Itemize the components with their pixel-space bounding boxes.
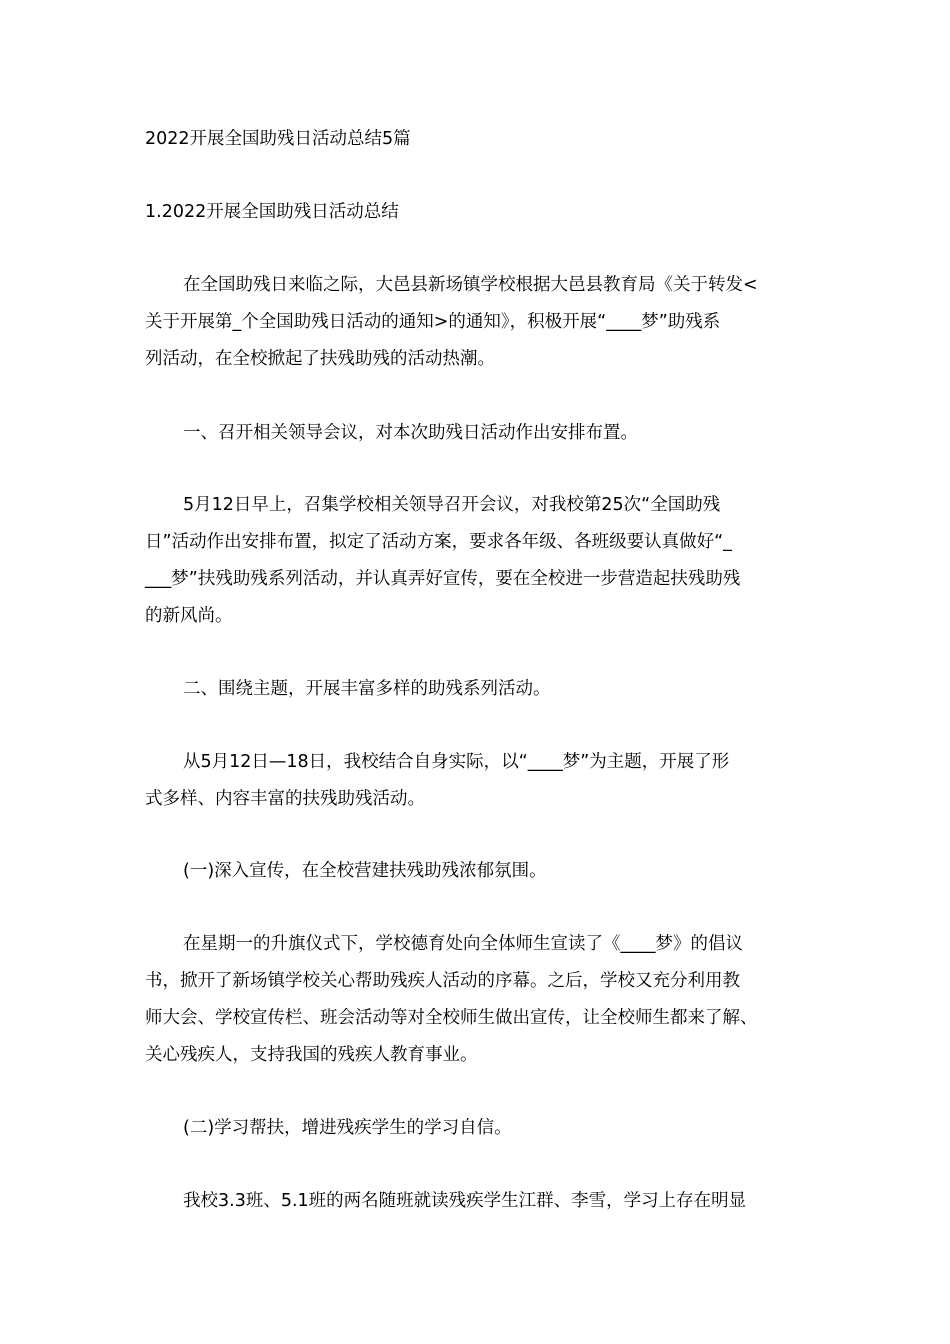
paragraph-line: 师大会、学校宣传栏、班会活动等对全校师生做出宣传，让全校师生都来了解、 [145, 1008, 758, 1028]
paragraph-line: ___梦”扶残助残系列活动，并认真弄好宣传，要在全校进一步营造起扶残助残 [145, 569, 741, 589]
document-title: 2022开展全国助残日活动总结5篇 [145, 129, 411, 149]
paragraph-line: 5月12日早上，召集学校相关领导召开会议，对我校第25次“全国助残 [183, 495, 721, 515]
paragraph-line: 关于开展第_个全国助残日活动的通知>的通知》，积极开展“____梦”助残系 [145, 312, 721, 332]
paragraph-line: 我校3.3班、5.1班的两名随班就读残疾学生江群、李雪，学习上存在明显 [183, 1191, 747, 1211]
section-title: 1.2022开展全国助残日活动总结 [145, 202, 399, 222]
paragraph-line: 日”活动作出安排布置，拟定了活动方案，要求各年级、各班级要认真做好“_ [145, 532, 732, 552]
paragraph-line: 列活动，在全校掀起了扶残助残的活动热潮。 [145, 349, 495, 369]
paragraph-line: 式多样、内容丰富的扶残助残活动。 [145, 789, 425, 809]
paragraph-line: 关心残疾人，支持我国的残疾人教育事业。 [145, 1045, 478, 1065]
paragraph-line: 从5月12日—18日，我校结合自身实际，以“____梦”为主题，开展了形 [183, 752, 730, 772]
paragraph-line: (一)深入宣传，在全校营建扶残助残浓郁氛围。 [183, 861, 547, 881]
paragraph-line: 的新风尚。 [145, 606, 233, 626]
paragraph-line: 书，掀开了新场镇学校关心帮助残疾人活动的序幕。之后，学校又充分利用教 [145, 971, 740, 991]
paragraph-line: 在星期一的升旗仪式下，学校德育处向全体师生宣读了《____梦》的倡议 [183, 934, 743, 954]
paragraph-line: (二)学习帮扶，增进残疾学生的学习自信。 [183, 1118, 512, 1138]
paragraph-line: 二、围绕主题，开展丰富多样的助残系列活动。 [183, 679, 551, 699]
paragraph-line: 在全国助残日来临之际，大邑县新场镇学校根据大邑县教育局《关于转发< [183, 275, 758, 295]
paragraph-line: 一、召开相关领导会议，对本次助残日活动作出安排布置。 [183, 423, 638, 443]
